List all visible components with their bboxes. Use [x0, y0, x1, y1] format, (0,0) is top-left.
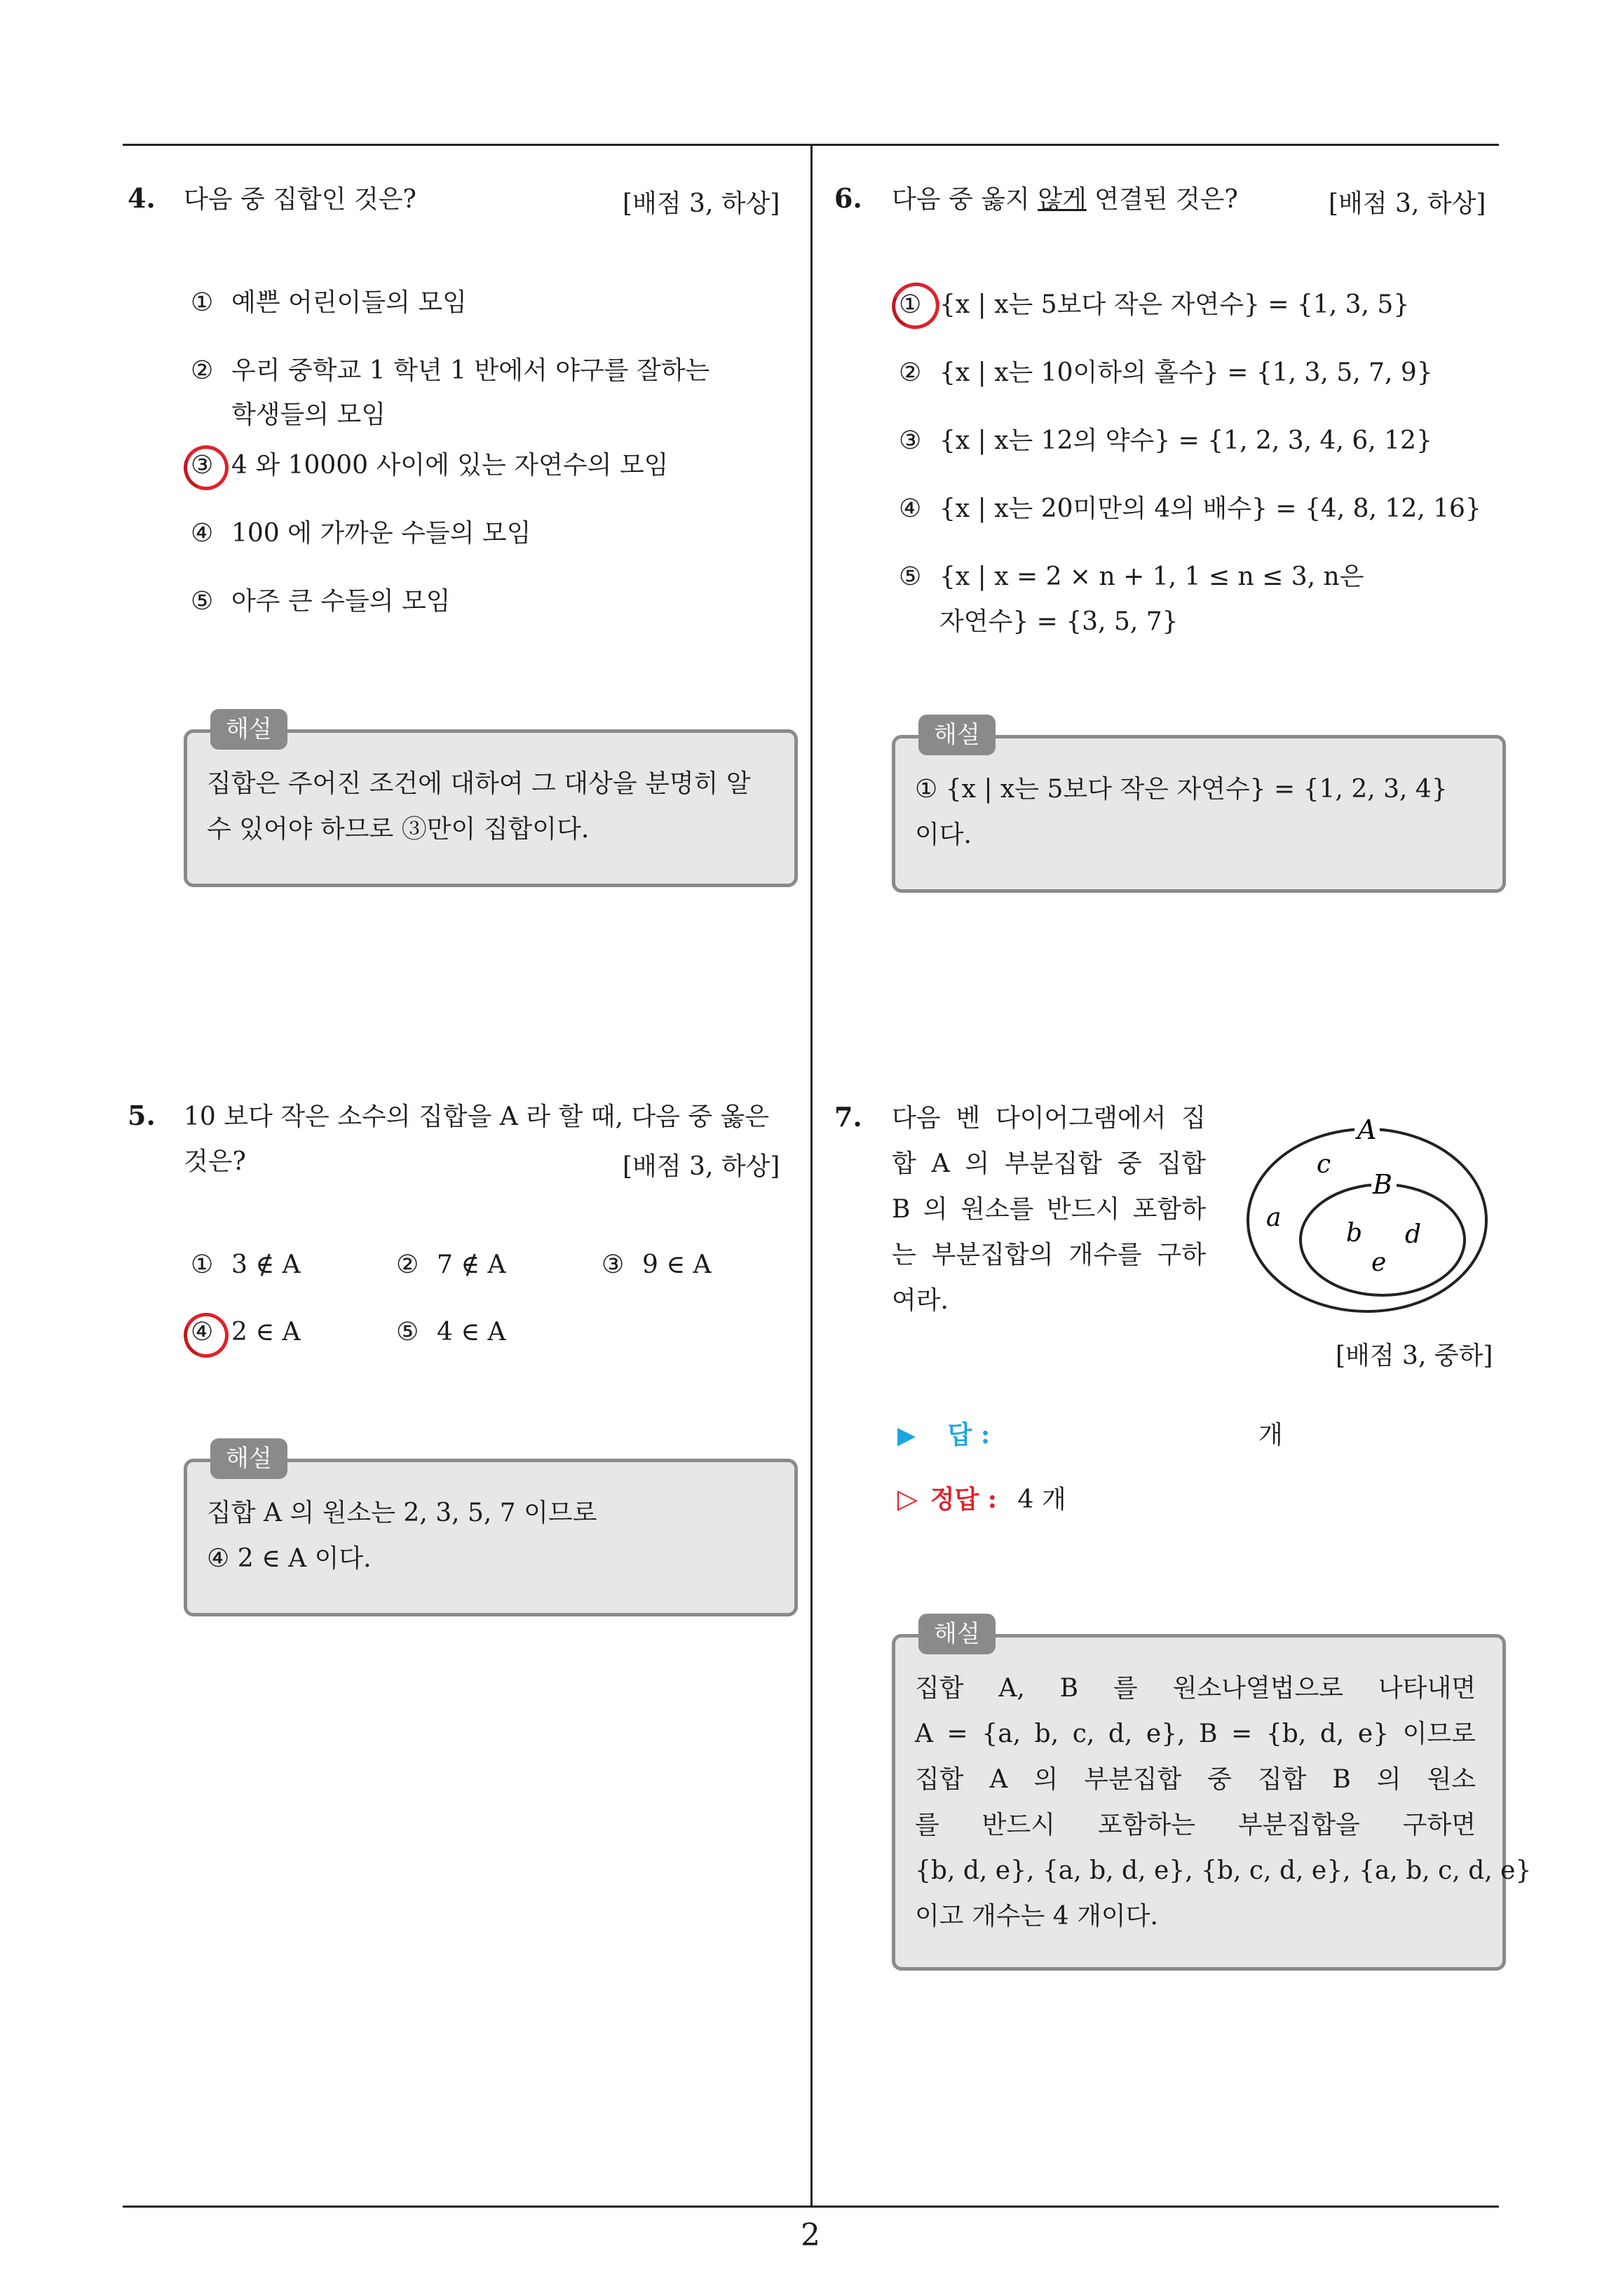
q4-choice-1[interactable] — [191, 281, 467, 325]
choice-text: 3 ∉ A — [231, 1250, 301, 1279]
q5-explanation-line-2: ④ 2 ∈ A 이다. — [207, 1544, 372, 1573]
choice-text: 4 와 10000 사이에 있는 자연수의 모임 — [231, 451, 669, 480]
choice-number: ③ — [191, 451, 214, 480]
answer-label: 답 : — [947, 1420, 991, 1450]
q7-explanation-line-4: 를 반드시 포함하는 부분집합을 구하면 — [915, 1811, 1476, 1839]
correct-label: 정답 : — [930, 1485, 998, 1514]
q5-explanation-line-1: 집합 A 의 원소는 2, 3, 5, 7 이므로 — [207, 1499, 597, 1527]
venn-diagram — [1234, 1115, 1500, 1318]
correct-arrow-icon: ▷ — [897, 1483, 918, 1514]
q5-choice-3[interactable] — [602, 1243, 711, 1288]
question-7-line-4: 는 부분집합의 개수를 구하 — [892, 1241, 1206, 1269]
choice-number: ④ — [191, 519, 214, 548]
question-4-score: [배점 3, 하상] — [623, 189, 780, 218]
question-6-text-post: 연결된 것은? — [1086, 185, 1238, 214]
choice-number: ④ — [191, 1318, 214, 1346]
question-4-number: 4. — [128, 182, 156, 214]
venn-outer-set — [1248, 1129, 1486, 1311]
question-5-text-line-1: 10 보다 작은 소수의 집합을 A 라 할 때, 다음 중 옳은 — [184, 1102, 770, 1131]
choice-text: {x | x = 2 × n + 1, 1 ≤ n ≤ 3, n은 — [939, 562, 1364, 591]
q4-choice-2[interactable] — [191, 349, 709, 393]
q7-answer-input[interactable] — [1017, 1410, 1255, 1449]
q4-explanation-line-2: 수 있어야 하므로 ③만이 집합이다. — [207, 815, 590, 844]
choice-text: {x | x는 12의 약수} = {1, 2, 3, 4, 6, 12} — [939, 426, 1432, 455]
venn-inner-set — [1301, 1184, 1465, 1295]
venn-element-c: c — [1317, 1150, 1331, 1179]
choice-number: ① — [191, 1250, 214, 1279]
venn-element-d: d — [1405, 1220, 1422, 1249]
q6-choice-4[interactable] — [899, 487, 1481, 532]
question-4-text: 다음 중 집합인 것은? — [184, 185, 416, 214]
venn-outer-label: A — [1357, 1115, 1377, 1145]
q7-explanation-tab: 해설 — [918, 1614, 996, 1654]
q7-explanation-line-6: 이고 개수는 4 개이다. — [915, 1902, 1158, 1931]
question-7-line-3: B 의 원소를 반드시 포함하 — [892, 1195, 1206, 1224]
choice-number: ② — [899, 358, 922, 387]
question-6-score: [배점 3, 하상] — [1329, 189, 1486, 218]
venn-element-b: b — [1346, 1219, 1363, 1248]
question-6-text-pre: 다음 중 옳지 — [892, 185, 1038, 214]
choice-text: 4 ∈ A — [437, 1318, 506, 1346]
q6-choice-1[interactable] — [899, 283, 1409, 327]
answer-arrow-icon: ▶ — [897, 1422, 916, 1450]
choice-number: ⑤ — [899, 562, 922, 591]
choice-text: 아주 큰 수들의 모임 — [231, 587, 451, 616]
question-6-text — [892, 177, 1238, 223]
q7-answer-row — [897, 1415, 990, 1451]
q6-explanation-tab: 해설 — [918, 715, 996, 755]
q4-choice-2-cont: 학생들의 모임 — [231, 400, 386, 429]
choice-number: ② — [396, 1250, 419, 1279]
q7-answer-unit: 개 — [1258, 1421, 1283, 1450]
q7-correct-row — [897, 1480, 1066, 1515]
choice-number: ⑤ — [396, 1318, 419, 1346]
correct-value: 4 개 — [1017, 1485, 1066, 1514]
q7-explanation-line-5: {b, d, e}, {a, b, d, e}, {b, c, d, e}, {a, b, c, d, e} — [915, 1856, 1532, 1885]
q4-choice-3[interactable] — [191, 443, 668, 488]
q6-choice-2[interactable] — [899, 351, 1433, 396]
choice-number: ④ — [899, 494, 922, 523]
q7-explanation-line-3: 집합 A 의 부분집합 중 집합 B 의 원소 — [915, 1765, 1476, 1794]
question-6-text-underlined: 않게 — [1038, 185, 1087, 214]
choice-text: 100 에 가까운 수들의 모임 — [231, 519, 531, 548]
q7-explanation-line-1: 집합 A, B 를 원소나열법으로 나타내면 — [915, 1674, 1476, 1703]
question-7-line-5: 여라. — [892, 1286, 949, 1315]
choice-number: ② — [191, 356, 214, 385]
column-divider — [810, 144, 813, 2207]
choice-number: ① — [191, 288, 214, 317]
q6-explanation-line-1: ① {x | x는 5보다 작은 자연수} = {1, 2, 3, 4} — [915, 775, 1448, 804]
question-7-score: [배점 3, 중하] — [1336, 1342, 1493, 1370]
q5-choice-2[interactable] — [396, 1243, 505, 1288]
q7-explanation-line-2: A = {a, b, c, d, e}, B = {b, d, e} 이므로 — [915, 1720, 1476, 1748]
question-6-number: 6. — [834, 182, 862, 214]
page-number: 2 — [801, 2217, 820, 2253]
choice-text: {x | x는 10이하의 홀수} = {1, 3, 5, 7, 9} — [939, 358, 1433, 387]
venn-inner-label: B — [1373, 1169, 1392, 1200]
choice-text: {x | x는 5보다 작은 자연수} = {1, 3, 5} — [939, 290, 1410, 319]
q6-choice-5-cont: 자연수} = {3, 5, 7} — [939, 607, 1179, 636]
q6-choice-5[interactable] — [899, 555, 1364, 600]
venn-element-e: e — [1371, 1248, 1387, 1277]
q6-explanation-box — [892, 735, 1506, 893]
question-5-number: 5. — [128, 1100, 156, 1131]
choice-number: ① — [899, 290, 922, 319]
q6-explanation-line-2: 이다. — [915, 821, 972, 849]
q5-explanation-tab: 해설 — [210, 1438, 287, 1479]
choice-text: 예쁜 어린이들의 모임 — [231, 288, 467, 317]
choice-text: 7 ∉ A — [437, 1250, 506, 1279]
bottom-rule — [123, 2206, 1499, 2208]
choice-number: ③ — [899, 426, 922, 455]
q5-choice-1[interactable] — [191, 1243, 300, 1288]
question-7-number: 7. — [834, 1101, 862, 1133]
question-5-text-line-2: 것은? — [184, 1147, 246, 1176]
choice-number: ⑤ — [191, 587, 214, 616]
choice-text: 9 ∈ A — [642, 1250, 712, 1279]
question-7-line-1: 다음 벤 다이어그램에서 집 — [892, 1104, 1206, 1133]
venn-element-a: a — [1266, 1203, 1282, 1232]
choice-text: {x | x는 20미만의 4의 배수} = {4, 8, 12, 16} — [939, 494, 1481, 523]
q4-explanation-line-1: 집합은 주어진 조건에 대하여 그 대상을 분명히 알 — [207, 769, 751, 798]
q5-choice-5[interactable] — [396, 1310, 505, 1355]
q4-choice-5[interactable] — [191, 579, 451, 624]
choice-number: ③ — [602, 1250, 625, 1279]
choice-text: 우리 중학교 1 학년 1 반에서 야구를 잘하는 — [231, 356, 710, 385]
q6-choice-3[interactable] — [899, 419, 1432, 464]
question-5-score: [배점 3, 하상] — [623, 1152, 780, 1181]
q4-explanation-tab: 해설 — [210, 709, 287, 750]
choice-text: 2 ∈ A — [231, 1318, 301, 1346]
question-7-line-2: 합 A 의 부분집합 중 집합 — [892, 1149, 1206, 1178]
q4-choice-4[interactable] — [191, 511, 531, 556]
